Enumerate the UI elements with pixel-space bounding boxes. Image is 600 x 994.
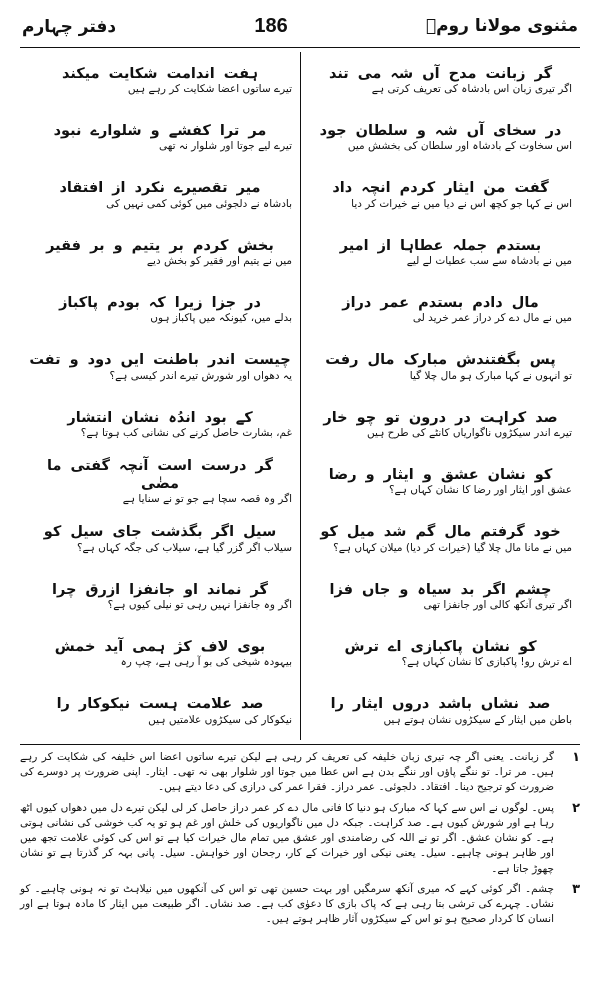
right-verse-column [300,52,580,740]
persian-verse: کے بود اندُہ نشان انتشار [67,409,253,426]
urdu-translation: بادشاہ نے دلجوئی میں کوئی کمی نہیں کی [106,197,292,210]
persian-verse: بستدم جملہ عطاہا از امیر [339,237,542,254]
persian-verse: گر نماند او جانفزا ازرق چرا [52,581,268,598]
persian-verse: کو نشان پاکبازی اے ترش [344,639,537,656]
volume-title: دفتر چہارم [22,16,117,37]
urdu-translation: عشق اور ایثار اور رضا کا نشان کہاں ہے؟ [388,484,572,497]
footnotes-divider [20,744,580,745]
persian-verse: در جزا زیرا کہ بودم پاکباز [59,295,261,312]
persian-verse: گر زبانت مدح آں شہ می تند [328,65,553,82]
persian-verse: گر درست است آنچہ گفتی ما مضٰی [47,458,273,493]
urdu-translation: اگر تیری زبان اس بادشاہ کی تعریف کرتی ہے [371,82,572,95]
verse-stanza [309,396,572,453]
persian-verse: سیل اگر بگذشت جای سیل کو [43,524,277,541]
persian-verse: چیست اندر باطنت ایں دود و تفت [29,352,291,369]
header-divider [20,47,580,48]
verse-stanza [309,109,572,166]
urdu-translation: تیرے لیے جوتا اور شلوار نہ تھی [159,140,292,153]
footnotes [20,750,580,988]
verse-stanza [309,568,572,625]
verse-stanza [28,568,292,625]
verse-stanza [28,109,292,166]
verse-stanza [309,511,572,568]
left-verse-column [20,52,300,740]
urdu-translation: اس نے کہا جو کچھ اس نے دیا میں نے خیرات کر دیا [351,197,572,210]
page-header [22,6,578,46]
persian-verse: ہفت اندامت شکایت میکند [61,65,259,82]
urdu-translation: میں نے مانا مال چلا گیا (خیرات کر دیا) میلان کہاں ہے؟ [333,541,572,554]
verse-stanza [28,224,292,281]
urdu-translation: میں نے یتیم اور فقیر کو بخش دیے [146,254,292,267]
urdu-translation: بدلے میں، کیونکہ میں پاکباز ہوں [150,312,292,325]
persian-verse: مر ترا کفشے و شلوارے نبود [53,123,267,140]
verse-stanza [309,52,572,109]
footnote [20,882,580,928]
urdu-translation: غم، بشارت حاصل کرنے کی نشانی کب ہوتا ہے؟ [80,426,292,439]
footnote-text: پس۔ لوگوں نے اس سے کہا کہ مبارک ہو دنیا کا فانی مال دے کر عمر دراز حاصل کر لی لیکن تیرے دل میں دھواں کیوں اٹھ رہا ہے اور شورش کیوں ہے۔ صد کراہت۔ جبکہ دل میں ناگواریوں کی خلش اور غم ہو تو یہ کب خوشی کی نشانی ہوتی ہے۔ کو نشان عشق۔ اگر تو نے اللہ کی رضامندی اور عشق میں تمام مال خیرات کیا ہے تو اس کی کوئی علامت تجھ میں اور ظاہر ہونی چاہیے۔ سیل۔ یعنی نیکی اور خیرات کے کار، رجحان اور خواہش۔ سیل۔ پانی بہہ کر گذرتا ہے تو نشان چھوڑ جاتا ہے۔ [20,801,554,875]
verse-stanza [28,281,292,338]
footnote-number: ۱ [572,750,580,765]
footnote-text: چشم۔ اگر کوئی کہے کہ میری آنکھ سرمگیں اور بہت حسین تھی تو اس کی آنکھوں میں نیلاہٹ تو نہ ہونی چاہیے۔ کو نشاں۔ چہرے کی ترشی بتا رہی ہے کہ پاک بازی کا دعوٰی کب ہے۔ صد نشاں۔ اگر طبیعت میں ایثار کا مادہ ہوتا ہے اور انسان کا کردار صحیح ہو تو اس کے سیکڑوں آثار ظاہر ہوتے ہیں۔ [20,882,554,926]
verse-stanza [309,224,572,281]
verse-stanza [28,339,292,396]
persian-verse: چشم اگر بد سیاہ و جاں فزا [329,581,552,598]
verse-stanza [28,396,292,453]
urdu-translation: یہ دھواں اور شورش تیرے اندر کیسی ہے؟ [109,369,292,382]
urdu-translation: تیرے ساتوں اعضا شکایت کر رہے ہیں [127,82,292,95]
persian-verse: در سخای آں شہ و سلطان جود [319,123,562,140]
verse-stanza [309,339,572,396]
urdu-translation: اے ترش رو! پاکبازی کا نشان کہاں ہے؟ [401,656,572,669]
verse-stanza [28,52,292,109]
urdu-translation: اگر تیری آنکھ کالی اور جانفزا تھی [423,598,572,611]
verse-stanza [28,683,292,740]
verse-stanza [309,625,572,682]
persian-verse: بوی لاف کژ ہمی آید خمش [54,639,266,656]
footnote-number: ۲ [572,800,580,816]
persian-verse: مال دادم بستدم عمر دراز [342,295,539,312]
persian-verse: گفت من ایثار کردم انچہ داد [332,180,549,197]
book-title: مثنوی مولانا رومؒ [425,16,578,36]
verse-stanza [309,167,572,224]
persian-verse: میر تقصیرے نکرد از افتقاد [59,180,261,197]
urdu-translation: اس سخاوت کے بادشاہ اور سلطان کی بخشش میں [347,140,572,153]
urdu-translation: میں نے بادشاہ سے سب عطیات لے لیے [406,254,572,267]
verse-stanza [309,453,572,510]
persian-verse: صد علامت ہست نیکوکار را [56,696,264,713]
persian-verse: بخش کردم بر یتیم و بر فقیر [46,237,274,254]
verse-stanza [28,625,292,682]
urdu-translation: اگر وہ جانفزا نہیں رہی تو نیلی کیوں ہے؟ [107,598,292,611]
page-number: 186 [254,14,288,37]
urdu-translation: تیرے اندر سیکڑوں ناگواریاں کانٹے کی طرح ہیں [367,426,572,439]
urdu-translation: باطن میں ایثار کے سیکڑوں نشان ہوتے ہیں [383,713,572,726]
persian-verse: کو نشان عشق و ایثار و رضا [328,467,553,484]
verse-stanza [309,281,572,338]
persian-verse: صد کراہت در درون تو چو خار [323,409,558,426]
urdu-translation: سیلاب اگر گزر گیا ہے، سیلاب کی جگہ کہاں ہے؟ [76,541,292,554]
persian-verse: صد نشاں باشد دروں ایثار را [330,696,551,713]
urdu-translation: بیہودہ شیخی کی بو آ رہی ہے، چپ رہ [120,656,292,669]
persian-verse: پس بگفتندش مبارک مال رفت [325,352,556,369]
urdu-translation: میں نے مال دے کر دراز عمر خرید لی [412,312,572,325]
urdu-translation: اگر وہ قصہ سچا ہے جو تو نے سنایا ہے [122,493,292,506]
footnote-number: ۳ [572,881,580,897]
verse-stanza [28,167,292,224]
footnote-text: گر زبانت۔ یعنی اگر چہ تیری زبان خلیفہ کی تعریف کر رہی ہے لیکن تیرے ساتوں اعضا اس خلیفہ کی شکایت کر رہے ہیں۔ مر ترا۔ تو ننگے پاؤں اور ننگے بدن ہے اس عطا میں جوتا اور شلوار بھی نہ تھی۔ ایثار۔ اپنی ضرورت پر دوسرے کی ضرورت کو ترجیح دینا۔ افتقاد۔ دلجوئی۔ عمر دراز۔ فقرا عمر کی درازی کی دعا دیتے ہیں۔ [20,751,554,794]
persian-verse: خود گرفتم مال گم شد میل کو [320,524,561,541]
urdu-translation: نیکوکار کی سیکڑوں علامتیں ہیں [148,713,292,726]
verse-columns [20,52,580,740]
verse-stanza [309,683,572,740]
urdu-translation: تو انہوں نے کہا مبارک ہو مال چلا گیا [409,369,572,382]
footnote [20,750,580,796]
verse-stanza [28,453,292,510]
footnote [20,801,580,877]
verse-stanza [28,511,292,568]
